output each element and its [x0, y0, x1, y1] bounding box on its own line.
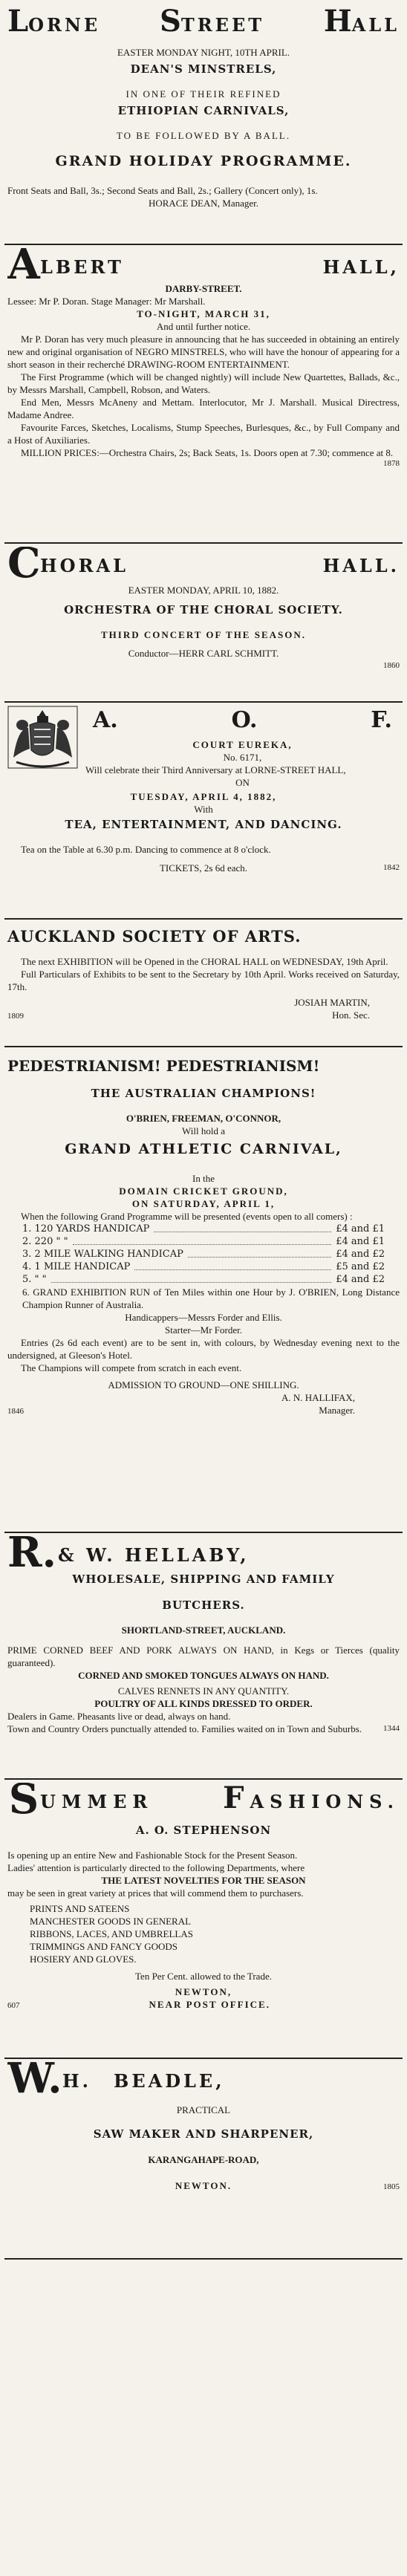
event-prize: £5 and £2: [336, 1261, 385, 1272]
beadle-saw: SAW MAKER AND SHARPENER,: [93, 2127, 314, 2141]
divider: [4, 2258, 403, 2260]
summer-near: NEAR POST OFFICE.: [149, 1999, 270, 2010]
ad-choral-hall: [0, 547, 407, 672]
hellaby-poultry: POULTRY OF ALL KINDS DRESSED TO ORDER.: [94, 1698, 313, 1709]
albert-tonight: TO-NIGHT, MARCH 31,: [137, 308, 270, 319]
aof-with: With: [194, 804, 213, 815]
ad-lorne-street-hall: [0, 3, 407, 209]
lorne-line: IN ONE OF THEIR REFINED: [126, 88, 281, 100]
ad-number: 1842: [383, 863, 400, 872]
albert-lessee: Lessee: Mr P. Doran. Stage Manager: Mr Marshall.: [7, 296, 206, 307]
ad-number: 1809: [7, 1012, 24, 1021]
hellaby-butchers: BUTCHERS.: [162, 1598, 245, 1612]
list-item: HOSIERY AND GLOVES.: [30, 1954, 137, 1965]
albert-paragraph: End Men, Messrs McAneny and Mettam. Interlocutor, Mr J. Marshall. Musical Directress, Madame Andree.: [7, 397, 400, 420]
arts-role: Hon. Sec.: [332, 1009, 370, 1021]
list-item: [22, 1235, 385, 1248]
beadle-newton: NEWTON.: [175, 2180, 232, 2191]
ad-albert-hall: [0, 248, 407, 470]
aof-number: No. 6171,: [223, 752, 262, 763]
hellaby-wholesale: WHOLESALE, SHIPPING AND FAMILY: [72, 1572, 335, 1586]
lorne-carnivals: ETHIOPIAN CARNIVALS,: [117, 104, 290, 117]
albert-further: And until further notice.: [156, 321, 251, 332]
choral-conductor: Conductor—HERR CARL SCHMITT.: [128, 648, 279, 659]
court-seal-icon: [7, 706, 78, 769]
list-item: [22, 1248, 385, 1261]
summer-attention: Ladies' attention is particularly directed to the following Departments, where: [7, 1862, 305, 1873]
hellaby-beef: PRIME CORNED BEEF AND PORK ALWAYS ON HAND, in Kegs or Tierces (quality guaranteed).: [7, 1645, 400, 1668]
heading-word: H.: [62, 2070, 92, 2092]
albert-prices: MILLION PRICES:—Orchestra Chairs, 2s; Back Seats, 1s. Doors open at 7.30; commence at 8.: [21, 447, 394, 458]
ped-programme: When the following Grand Programme will be presented (events open to all comers) :: [21, 1211, 353, 1222]
divider: [4, 701, 403, 703]
event-label: 3. 2 MILE WALKING HANDICAP: [22, 1249, 183, 1260]
albert-paragraph: Mr P. Doran has very much pleasure in announcing that he has succeeded in obtaining an entirely new and original organisation of NEGRO MINSTRELS, who will have the honour of appearing for a short season in their recherché DRAWING-ROOM ENTERTAINMENT.: [7, 334, 400, 370]
ped-admission: ADMISSION TO GROUND—ONE SHILLING.: [108, 1379, 299, 1391]
summer-novelties: THE LATEST NOVELTIES FOR THE SEASON: [101, 1875, 306, 1886]
albert-heading: [7, 248, 400, 281]
heading-word: ORNE: [28, 14, 101, 36]
heading-word: LBERT: [40, 256, 124, 278]
list-item: PRINTS AND SATEENS: [30, 1903, 130, 1914]
aof-tea: TEA, ENTERTAINMENT, AND DANCING.: [65, 818, 342, 831]
lorne-minstrels: DEAN'S MINSTRELS,: [130, 62, 277, 76]
ped-entries: Entries (2s 6d each event) are to be sent in, with colours, by Wednesday evening next to the undersigned, at Gleeson's Hotel.: [7, 1337, 400, 1361]
choral-date: EASTER MONDAY, APRIL 10, 1882.: [128, 585, 279, 596]
hellaby-tongues: CORNED AND SMOKED TONGUES ALWAYS ON HAND.: [78, 1670, 329, 1681]
arts-title: AUCKLAND SOCIETY OF ARTS.: [7, 927, 302, 946]
heading-word: BEADLE,: [114, 2070, 225, 2092]
heading-word: ASHIONS.: [250, 1791, 400, 1812]
drop-cap: R.: [7, 1536, 57, 1569]
ad-number: 1878: [383, 459, 400, 468]
summer-variety: may be seen in great variety at prices that will commend them to purchasers.: [7, 1887, 304, 1899]
ped-starter: Starter—Mr Forder.: [165, 1324, 242, 1336]
ad-hellaby-butchers: [0, 1536, 407, 1735]
ad-summer-fashions: [0, 1783, 407, 2012]
beadle-practical: PRACTICAL: [176, 2104, 231, 2115]
list-item: [22, 1223, 385, 1235]
heading-word: HALL.: [322, 555, 400, 576]
ped-hold: Will hold a: [182, 1125, 225, 1136]
beadle-road: KARANGAHAPE-ROAD,: [148, 2154, 259, 2165]
lorne-heading: [7, 3, 400, 39]
divider: [4, 542, 403, 544]
divider: [4, 1532, 403, 1533]
list-item: [22, 1273, 385, 1286]
list-item: MANCHESTER GOODS IN GENERAL: [30, 1916, 192, 1927]
ped-grand: GRAND ATHLETIC CARNIVAL,: [65, 1141, 342, 1157]
event-prize: £4 and £2: [336, 1274, 385, 1285]
event-prize: £4 and £1: [336, 1236, 385, 1247]
heading-letter: O.: [231, 707, 258, 733]
ad-number: 1846: [7, 1407, 24, 1416]
divider: [4, 918, 403, 920]
albert-street: DARBY-STREET.: [165, 283, 242, 294]
event-label: 2. 220 " ": [22, 1236, 68, 1247]
summer-newton: NEWTON,: [175, 1986, 232, 1997]
heading-letter: H: [323, 4, 352, 39]
ped-inthe: In the: [192, 1173, 215, 1184]
albert-paragraph: The First Programme (which will be changed nightly) will include New Quartettes, Ballads, &c., by Messrs Marshall, Campbell, Robson, and Waters.: [7, 371, 400, 395]
summer-departments: [7, 1902, 400, 1965]
event-label: 5. " ": [22, 1274, 47, 1285]
heading-letter: F.: [371, 707, 392, 733]
summer-discount: Ten Per Cent. allowed to the Trade.: [135, 1971, 272, 1982]
ped-role: Manager.: [319, 1405, 355, 1416]
hellaby-street: SHORTLAND-STREET, AUCKLAND.: [121, 1624, 286, 1636]
ad-number: 607: [7, 2001, 20, 2010]
ad-number: 1344: [383, 1724, 400, 1733]
divider: [4, 1778, 403, 1780]
heading-letter: A.: [93, 707, 118, 733]
drop-cap: A: [7, 248, 40, 281]
heading-word: ALL: [351, 14, 400, 36]
aof-tea-time: Tea on the Table at 6.30 p.m. Dancing to commence at 8 o'clock.: [21, 844, 271, 855]
ad-society-of-arts: [0, 923, 407, 1023]
hellaby-orders: Town and Country Orders punctually attended to. Families waited on in Town and Suburbs.: [7, 1723, 362, 1734]
heading-word: UMMER: [40, 1791, 154, 1812]
ad-number: 1805: [383, 2182, 400, 2191]
ped-events: [7, 1223, 400, 1286]
ped-champions: THE AUSTRALIAN CHAMPIONS!: [91, 1087, 316, 1100]
heading-word: & W. HELLABY,: [58, 1544, 250, 1566]
hellaby-rennets: CALVES RENNETS IN ANY QUANTITY.: [117, 1685, 290, 1697]
ad-number: 1860: [383, 661, 400, 670]
ped-names: O'BRIEN, FREEMAN, O'CONNOR,: [126, 1113, 281, 1124]
hellaby-game: Dealers in Game. Pheasants live or dead, always on hand.: [7, 1711, 231, 1722]
ad-pedestrianism: [0, 1050, 407, 1418]
lorne-prices: Front Seats and Ball, 3s.; Second Seats and Ball, 2s.; Gallery (Concert only), 1s.: [7, 185, 318, 196]
lorne-line: TO BE FOLLOWED BY A BALL.: [116, 130, 291, 141]
divider: [4, 2058, 403, 2059]
drop-cap: S: [8, 1783, 39, 1815]
divider: [4, 1046, 403, 1047]
ped-ground: DOMAIN CRICKET GROUND,: [119, 1185, 288, 1197]
arts-particulars: Full Particulars of Exhibits to be sent to the Secretary by 10th April. Works received on Saturday, 17th.: [7, 969, 400, 992]
ped-handicappers: Handicappers—Messrs Forder and Ellis.: [125, 1312, 282, 1323]
heading-letter: L: [7, 4, 29, 39]
ped-compete: The Champions will compete from scratch in each event.: [21, 1362, 242, 1373]
heading-word: HALL,: [322, 256, 400, 278]
event-prize: £4 and £1: [336, 1223, 385, 1235]
heading-letter: F: [223, 1783, 250, 1815]
ped-title: PEDESTRIANISM! PEDESTRIANISM!: [7, 1057, 320, 1075]
event-label: 4. 1 MILE HANDICAP: [22, 1261, 131, 1272]
choral-heading: [7, 547, 400, 579]
drop-cap: C: [7, 547, 41, 579]
summer-heading: [7, 1783, 400, 1815]
divider: [4, 244, 403, 245]
choral-orchestra: ORCHESTRA OF THE CHORAL SOCIETY.: [64, 603, 343, 617]
ad-beadle-saw-maker: [0, 2062, 407, 2193]
aof-heading: [85, 706, 400, 735]
arts-secretary: JOSIAH MARTIN,: [294, 997, 370, 1008]
aof-on: ON: [235, 777, 250, 788]
summer-name: A. O. STEPHENSON: [135, 1824, 272, 1837]
list-item: [22, 1261, 385, 1273]
summer-stock: Is opening up an entire New and Fashionable Stock for the Present Season.: [7, 1850, 298, 1861]
lorne-manager: HORACE DEAN, Manager.: [148, 198, 259, 209]
list-item: RIBBONS, LACES, AND UMBRELLAS: [30, 1928, 193, 1939]
heading-word: TREET: [180, 14, 265, 36]
heading-letter: S: [159, 4, 181, 39]
event-prize: £4 and £2: [336, 1249, 385, 1260]
ped-date: ON SATURDAY, APRIL 1,: [131, 1198, 276, 1209]
arts-exhibition: The next EXHIBITION will be Opened in the CHORAL HALL on WEDNESDAY, 19th April.: [21, 956, 388, 967]
heading-word: HORAL: [40, 555, 129, 576]
drop-cap: W.: [7, 2062, 62, 2095]
list-item: TRIMMINGS AND FANCY GOODS: [30, 1941, 178, 1952]
ped-exhibition-run: 6. GRAND EXHIBITION RUN of Ten Miles within one Hour by J. O'BRIEN, Long Distance Champion Runner of Australia.: [22, 1287, 400, 1310]
aof-anniversary: Will celebrate their Third Anniversary at LORNE-STREET HALL,: [85, 764, 346, 775]
beadle-heading: [7, 2062, 400, 2095]
ped-manager-name: A. N. HALLIFAX,: [281, 1392, 355, 1403]
choral-third: THIRD CONCERT OF THE SEASON.: [101, 629, 306, 640]
hellaby-heading: [7, 1536, 400, 1569]
event-label: 1. 120 YARDS HANDICAP: [22, 1223, 150, 1235]
aof-date: TUESDAY, APRIL 4, 1882,: [130, 791, 277, 802]
lorne-programme: GRAND HOLIDAY PROGRAMME.: [55, 153, 352, 169]
albert-paragraph: Favourite Farces, Sketches, Localisms, Stump Speeches, Burlesques, &c., by Full Company and a Host of Auxiliaries.: [7, 422, 400, 446]
aof-court: COURT EUREKA,: [192, 739, 293, 750]
lorne-date: EASTER MONDAY NIGHT, 10TH APRIL.: [117, 47, 290, 58]
aof-tickets: TICKETS, 2s 6d each.: [159, 862, 248, 874]
ad-aof-court-eureka: [0, 706, 407, 874]
